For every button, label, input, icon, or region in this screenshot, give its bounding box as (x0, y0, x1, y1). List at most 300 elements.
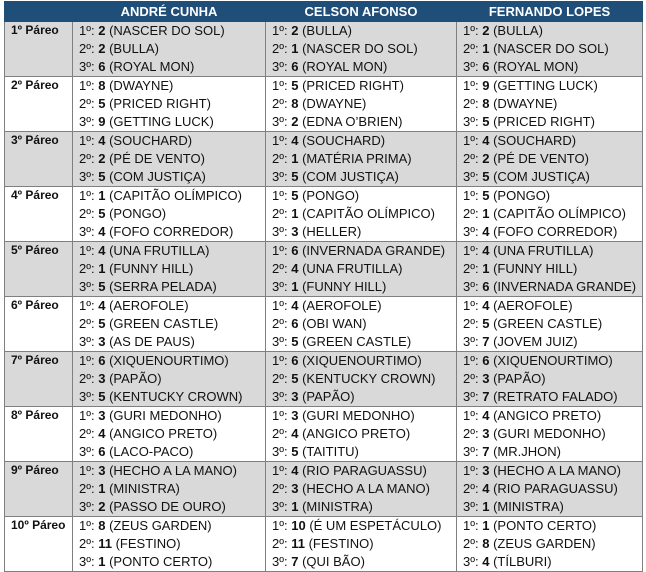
pick-number: 5 (98, 206, 106, 221)
pick-position: 3º: (79, 114, 95, 129)
pick-number: 4 (482, 408, 490, 423)
pick-number: 5 (291, 371, 299, 386)
pick-number: 8 (482, 96, 490, 111)
pick-line (73, 498, 265, 516)
pick-line (457, 462, 642, 480)
pick-number: 6 (291, 59, 299, 74)
pick-line (73, 40, 265, 58)
pick-position: 3º: (463, 279, 479, 294)
table-row (5, 187, 643, 242)
pick-number: 4 (482, 224, 490, 239)
pick-position: 3º: (79, 389, 95, 404)
pick-line (457, 187, 642, 205)
pick-number: 7 (482, 334, 490, 349)
pick-position: 3º: (79, 279, 95, 294)
pick-horse-name: (PAPÃO) (493, 371, 546, 386)
pick-position: 3º: (272, 389, 288, 404)
pick-number: 6 (482, 353, 490, 368)
table-row (5, 352, 643, 407)
pick-horse-name: (RIO PARAGUASSU) (493, 481, 618, 496)
pick-position: 2º: (463, 41, 479, 56)
pick-line (266, 407, 456, 425)
pick-line (266, 132, 456, 150)
pick-position: 1º: (272, 353, 288, 368)
pick-number: 5 (482, 188, 490, 203)
pick-line (266, 462, 456, 480)
pick-horse-name: (SOUCHARD) (109, 133, 193, 148)
pick-cell (73, 517, 266, 572)
pick-position: 3º: (79, 59, 95, 74)
pick-cell (266, 77, 457, 132)
pick-number: 4 (482, 298, 490, 313)
pick-horse-name: (RETRATO FALADO) (493, 389, 618, 404)
pick-line (457, 498, 642, 516)
pick-number: 5 (482, 114, 490, 129)
pick-line (266, 22, 456, 40)
pick-line (73, 223, 265, 241)
pick-position: 2º: (272, 371, 288, 386)
pick-line (73, 443, 265, 461)
pick-line (457, 278, 642, 296)
pick-horse-name: (GURI MEDONHO) (109, 408, 222, 423)
pick-position: 2º: (463, 481, 479, 496)
pick-cell (457, 187, 643, 242)
pick-horse-name: (XIQUENOURTIMO) (493, 353, 613, 368)
table-row (5, 517, 643, 572)
pick-number: 9 (482, 78, 490, 93)
pick-line (457, 77, 642, 95)
pick-line (73, 352, 265, 370)
pick-position: 2º: (272, 316, 288, 331)
pick-number: 3 (98, 334, 106, 349)
pick-line (266, 297, 456, 315)
pick-position: 2º: (79, 96, 95, 111)
pick-position: 1º: (272, 188, 288, 203)
pick-position: 1º: (463, 188, 479, 203)
pick-number: 6 (482, 59, 490, 74)
pick-horse-name: (GURI MEDONHO) (493, 426, 606, 441)
pick-line (73, 517, 265, 535)
pick-horse-name: (AEROFOLE) (493, 298, 573, 313)
pick-position: 1º: (79, 23, 95, 38)
pick-number: 11 (291, 536, 305, 551)
pick-horse-name: (JOVEM JUIZ) (493, 334, 578, 349)
table-row (5, 462, 643, 517)
pick-number: 1 (291, 151, 299, 166)
pick-number: 8 (98, 78, 106, 93)
pick-number: 3 (291, 389, 299, 404)
pick-cell (457, 407, 643, 462)
pick-position: 1º: (79, 298, 95, 313)
pick-cell (73, 187, 266, 242)
pick-number: 1 (482, 41, 490, 56)
pick-horse-name: (GREEN CASTLE) (109, 316, 219, 331)
pick-line (73, 297, 265, 315)
pick-horse-name: (FESTINO) (115, 536, 181, 551)
pick-cell (266, 517, 457, 572)
pick-line (73, 95, 265, 113)
pick-position: 3º: (79, 224, 95, 239)
pick-horse-name: (FESTINO) (308, 536, 374, 551)
pick-number: 1 (291, 41, 299, 56)
pick-position: 1º: (79, 133, 95, 148)
table-row (5, 297, 643, 352)
header-andre-cunha: ANDRÉ CUNHA (73, 2, 266, 22)
pick-line (457, 407, 642, 425)
pick-line (73, 187, 265, 205)
pick-number: 5 (291, 188, 299, 203)
pick-position: 3º: (272, 224, 288, 239)
pick-position: 2º: (272, 426, 288, 441)
pick-line (73, 22, 265, 40)
pick-number: 3 (98, 371, 106, 386)
pick-number: 2 (291, 114, 299, 129)
pick-position: 2º: (79, 481, 95, 496)
pick-position: 3º: (463, 499, 479, 514)
table-row (5, 132, 643, 187)
pick-horse-name: (ANGICO PRETO) (302, 426, 411, 441)
pick-horse-name: (LACO-PACO) (109, 444, 194, 459)
pick-number: 5 (98, 389, 106, 404)
race-label: 2º Páreo (5, 77, 73, 132)
pick-horse-name: (BULLA) (109, 41, 159, 56)
pick-horse-name: (AEROFOLE) (109, 298, 189, 313)
pick-position: 1º: (79, 353, 95, 368)
pick-line (457, 480, 642, 498)
pick-position: 2º: (463, 261, 479, 276)
pick-line (457, 113, 642, 131)
pick-number: 4 (98, 298, 106, 313)
pick-horse-name: (FOFO CORREDOR) (493, 224, 618, 239)
pick-horse-name: (HECHO A LA MANO) (302, 481, 430, 496)
pick-position: 1º: (79, 188, 95, 203)
pick-horse-name: (ZEUS GARDEN) (109, 518, 212, 533)
pick-cell (73, 352, 266, 407)
pick-number: 2 (98, 151, 106, 166)
pick-number: 5 (291, 169, 299, 184)
pick-line (266, 77, 456, 95)
pick-position: 1º: (463, 243, 479, 258)
pick-line (73, 113, 265, 131)
pick-horse-name: (CAPITÃO OLÍMPICO) (493, 206, 626, 221)
pick-horse-name: (KENTUCKY CROWN) (109, 389, 243, 404)
pick-position: 2º: (463, 426, 479, 441)
pick-line (73, 407, 265, 425)
pick-position: 2º: (79, 151, 95, 166)
pick-line (73, 425, 265, 443)
pick-number: 3 (98, 463, 106, 478)
pick-line (73, 370, 265, 388)
pick-line (73, 242, 265, 260)
pick-horse-name: (PASSO DE OURO) (109, 499, 226, 514)
pick-horse-name: (FUNNY HILL) (109, 261, 194, 276)
pick-number: 5 (291, 444, 299, 459)
pick-number: 4 (482, 481, 490, 496)
pick-line (73, 278, 265, 296)
pick-horse-name: (HECHO A LA MANO) (109, 463, 237, 478)
pick-horse-name: (RIO PARAGUASSU) (302, 463, 427, 478)
pick-number: 5 (482, 316, 490, 331)
pick-number: 9 (98, 114, 106, 129)
pick-horse-name: (SERRA PELADA) (109, 279, 217, 294)
picks-table (4, 1, 643, 572)
pick-position: 1º: (79, 243, 95, 258)
pick-number: 4 (98, 224, 106, 239)
pick-number: 8 (291, 96, 299, 111)
pick-line (73, 480, 265, 498)
pick-position: 2º: (79, 371, 95, 386)
pick-position: 2º: (463, 371, 479, 386)
pick-number: 6 (291, 316, 299, 331)
pick-horse-name: (BULLA) (493, 23, 543, 38)
pick-horse-name: (PRICED RIGHT) (109, 96, 211, 111)
pick-number: 6 (98, 59, 106, 74)
pick-horse-name: (NASCER DO SOL) (493, 41, 609, 56)
pick-horse-name: (CAPITÃO OLÍMPICO) (302, 206, 435, 221)
pick-cell (266, 352, 457, 407)
pick-cell (457, 297, 643, 352)
pick-number: 4 (291, 133, 299, 148)
pick-number: 2 (98, 41, 106, 56)
pick-horse-name: (GETTING LUCK) (109, 114, 214, 129)
pick-position: 2º: (272, 536, 288, 551)
race-label: 10º Páreo (5, 517, 73, 572)
pick-cell (266, 187, 457, 242)
pick-position: 3º: (463, 114, 479, 129)
pick-horse-name: (MINISTRA) (493, 499, 564, 514)
pick-position: 1º: (79, 408, 95, 423)
pick-line (457, 443, 642, 461)
table-row (5, 22, 643, 77)
pick-horse-name: (MR.JHON) (493, 444, 561, 459)
pick-number: 5 (98, 316, 106, 331)
pick-horse-name: (INVERNADA GRANDE) (302, 243, 446, 258)
pick-cell (73, 132, 266, 187)
pick-horse-name: (PONGO) (493, 188, 551, 203)
pick-number: 6 (482, 279, 490, 294)
pick-horse-name: (FUNNY HILL) (493, 261, 578, 276)
pick-number: 7 (482, 389, 490, 404)
pick-horse-name: (KENTUCKY CROWN) (302, 371, 436, 386)
pick-number: 1 (482, 261, 490, 276)
pick-position: 2º: (463, 151, 479, 166)
pick-number: 5 (98, 96, 106, 111)
pick-position: 3º: (272, 554, 288, 569)
pick-line (266, 58, 456, 76)
pick-line (457, 333, 642, 351)
pick-horse-name: (PRICED RIGHT) (493, 114, 595, 129)
pick-horse-name: (FUNNY HILL) (302, 279, 387, 294)
race-label: 5º Páreo (5, 242, 73, 297)
pick-horse-name: (COM JUSTIÇA) (302, 169, 399, 184)
pick-number: 7 (482, 444, 490, 459)
pick-position: 1º: (272, 78, 288, 93)
pick-line (457, 370, 642, 388)
pick-line (457, 22, 642, 40)
pick-number: 4 (98, 133, 106, 148)
pick-horse-name: (GETTING LUCK) (493, 78, 598, 93)
pick-horse-name: (ROYAL MON) (302, 59, 388, 74)
pick-cell (457, 517, 643, 572)
pick-number: 5 (291, 334, 299, 349)
pick-horse-name: (SOUCHARD) (302, 133, 386, 148)
pick-line (266, 425, 456, 443)
pick-horse-name: (NASCER DO SOL) (109, 23, 225, 38)
pick-horse-name: (GREEN CASTLE) (302, 334, 412, 349)
pick-line (457, 150, 642, 168)
pick-cell (266, 132, 457, 187)
pick-line (457, 95, 642, 113)
pick-position: 3º: (463, 59, 479, 74)
pick-horse-name: (COM JUSTIÇA) (109, 169, 206, 184)
pick-number: 3 (291, 224, 299, 239)
pick-number: 2 (98, 499, 106, 514)
pick-line (266, 150, 456, 168)
pick-position: 2º: (272, 261, 288, 276)
pick-number: 1 (482, 518, 490, 533)
pick-horse-name: (PAPÃO) (109, 371, 162, 386)
pick-horse-name: (BULLA) (302, 23, 352, 38)
pick-number: 6 (291, 243, 299, 258)
pick-number: 5 (98, 279, 106, 294)
pick-number: 6 (291, 353, 299, 368)
pick-position: 3º: (463, 389, 479, 404)
pick-position: 1º: (272, 408, 288, 423)
pick-number: 2 (482, 23, 490, 38)
pick-cell (457, 22, 643, 77)
pick-cell (73, 462, 266, 517)
pick-cell (73, 242, 266, 297)
table-row (5, 407, 643, 462)
pick-horse-name: (PÉ DE VENTO) (109, 151, 205, 166)
pick-cell (73, 407, 266, 462)
pick-number: 3 (291, 408, 299, 423)
pick-position: 1º: (463, 78, 479, 93)
pick-number: 3 (482, 426, 490, 441)
pick-number: 4 (291, 261, 299, 276)
pick-horse-name: (XIQUENOURTIMO) (109, 353, 229, 368)
pick-line (457, 260, 642, 278)
pick-number: 3 (482, 371, 490, 386)
pick-line (266, 553, 456, 571)
pick-horse-name: (PÉ DE VENTO) (493, 151, 589, 166)
pick-horse-name: (TÍLBURI) (493, 554, 552, 569)
pick-number: 4 (291, 298, 299, 313)
pick-number: 8 (98, 518, 106, 533)
pick-position: 1º: (272, 133, 288, 148)
pick-cell (73, 77, 266, 132)
pick-position: 1º: (272, 23, 288, 38)
pick-position: 2º: (463, 206, 479, 221)
pick-horse-name: (NASCER DO SOL) (302, 41, 418, 56)
table-body (5, 22, 643, 572)
table-row (5, 242, 643, 297)
pick-horse-name: (COM JUSTIÇA) (493, 169, 590, 184)
pick-position: 3º: (79, 554, 95, 569)
pick-position: 3º: (463, 169, 479, 184)
pick-cell (457, 462, 643, 517)
pick-number: 4 (98, 426, 106, 441)
pick-line (266, 535, 456, 553)
pick-line (457, 40, 642, 58)
pick-position: 1º: (79, 518, 95, 533)
pick-position: 3º: (79, 444, 95, 459)
pick-cell (266, 297, 457, 352)
pick-number: 4 (98, 243, 106, 258)
pick-position: 2º: (79, 206, 95, 221)
pick-line (457, 58, 642, 76)
pick-line (266, 443, 456, 461)
pick-position: 1º: (272, 518, 288, 533)
pick-cell (73, 22, 266, 77)
pick-position: 1º: (463, 463, 479, 478)
pick-number: 2 (98, 23, 106, 38)
pick-number: 4 (291, 463, 299, 478)
pick-number: 4 (482, 133, 490, 148)
pick-horse-name: (PONGO) (302, 188, 360, 203)
pick-cell (266, 462, 457, 517)
pick-position: 1º: (79, 78, 95, 93)
pick-number: 1 (482, 499, 490, 514)
pick-line (457, 388, 642, 406)
race-label: 4º Páreo (5, 187, 73, 242)
pick-number: 3 (291, 481, 299, 496)
race-label: 1º Páreo (5, 22, 73, 77)
pick-number: 1 (291, 206, 299, 221)
pick-position: 1º: (272, 298, 288, 313)
pick-horse-name: (AEROFOLE) (302, 298, 382, 313)
race-label: 6º Páreo (5, 297, 73, 352)
pick-cell (457, 242, 643, 297)
pick-horse-name: (AS DE PAUS) (109, 334, 195, 349)
pick-horse-name: (DWAYNE) (302, 96, 367, 111)
pick-cell (266, 22, 457, 77)
pick-number: 1 (98, 261, 106, 276)
pick-line (266, 352, 456, 370)
pick-line (266, 168, 456, 186)
header-fernando-lopes: FERNANDO LOPES (457, 2, 643, 22)
pick-position: 3º: (272, 114, 288, 129)
pick-horse-name: (ROYAL MON) (493, 59, 579, 74)
pick-position: 1º: (272, 243, 288, 258)
pick-horse-name: (PONTO CERTO) (493, 518, 597, 533)
pick-number: 2 (482, 151, 490, 166)
pick-line (266, 333, 456, 351)
pick-number: 8 (482, 536, 490, 551)
pick-line (266, 260, 456, 278)
pick-line (73, 462, 265, 480)
pick-position: 3º: (272, 59, 288, 74)
pick-horse-name: (OBI WAN) (302, 316, 367, 331)
pick-position: 3º: (463, 554, 479, 569)
pick-line (266, 480, 456, 498)
pick-horse-name: (FOFO CORREDOR) (109, 224, 234, 239)
picks-table-container (4, 1, 643, 572)
pick-cell (457, 352, 643, 407)
pick-number: 1 (482, 206, 490, 221)
pick-number: 2 (291, 23, 299, 38)
pick-number: 10 (291, 518, 306, 533)
pick-line (73, 58, 265, 76)
pick-position: 2º: (272, 206, 288, 221)
pick-line (457, 315, 642, 333)
pick-line (457, 205, 642, 223)
pick-position: 1º: (272, 463, 288, 478)
pick-horse-name: (PAPÃO) (302, 389, 355, 404)
pick-position: 3º: (79, 169, 95, 184)
pick-horse-name: (MATÉRIA PRIMA) (302, 151, 412, 166)
pick-line (457, 553, 642, 571)
